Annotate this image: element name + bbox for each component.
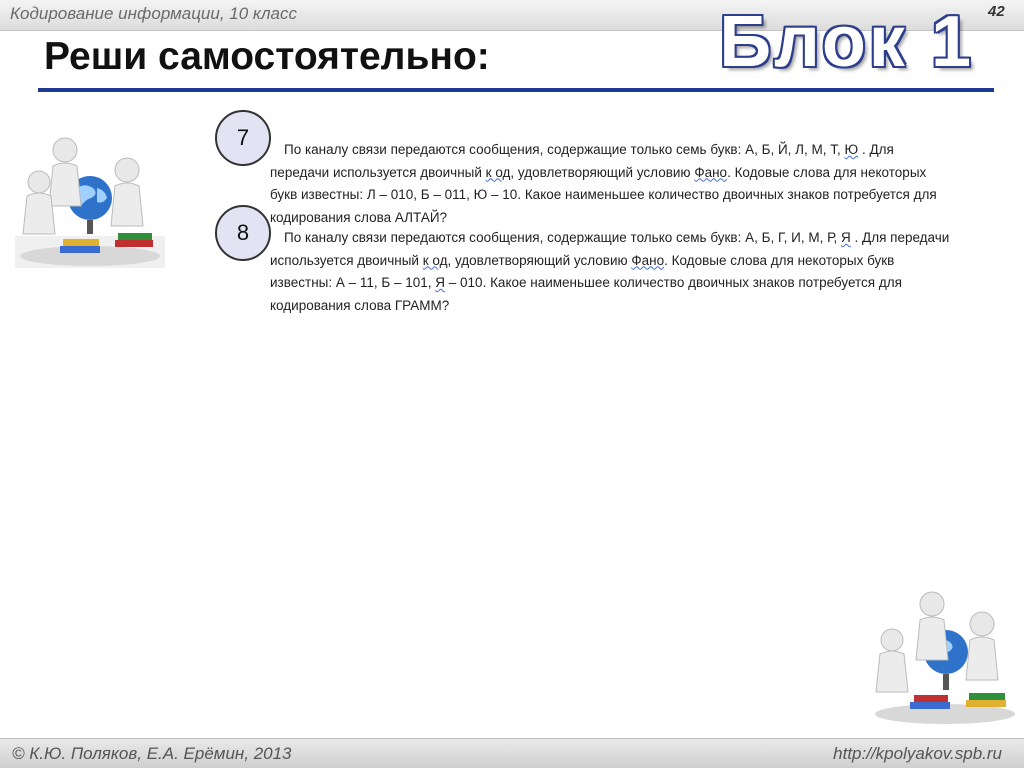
site-link[interactable]: http://kpolyakov.spb.ru (833, 744, 1002, 763)
task-7-text: По каналу связи передаются сообщения, содержащие только семь букв: А, Б, Й, Л, М, Т, Ю . Для передачи используется двоичный к од, удовлетворяющий условию Фано. Кодовые слова для некоторых букв известны: Л – 010, Б – 011, Ю – 10. Какое наименьшее количество двоичных знаков потребуется для кодирования слова АЛТАЙ? (270, 142, 937, 225)
page-number: 42 (988, 3, 1005, 20)
people-with-globe-icon (15, 128, 165, 268)
course-label: Кодирование информации, 10 класс (10, 4, 297, 23)
bottom-bar (0, 738, 1024, 768)
task-number-8: 8 (215, 205, 271, 261)
authors-label: © К.Ю. Поляков, Е.А. Ерёмин, 2013 (12, 744, 292, 763)
people-with-globe-icon (870, 590, 1020, 725)
task-number-7: 7 (215, 110, 271, 166)
block-title: Блок 1 (719, 2, 974, 82)
title-divider (38, 88, 994, 92)
task-8-text: По каналу связи передаются сообщения, содержащие только семь букв: А, Б, Г, И, М, Р, Я . Для передачи используется двоичный к од, удовлетворяющий условию Фано. Кодовые слова для некоторых букв известны: А – 11, Б – 101, Я – 010. Какое наименьшее количество двоичных знаков потребуется для кодирования слова ГРАММ? (270, 230, 950, 313)
slide-title: Реши самостоятельно: (44, 35, 490, 78)
